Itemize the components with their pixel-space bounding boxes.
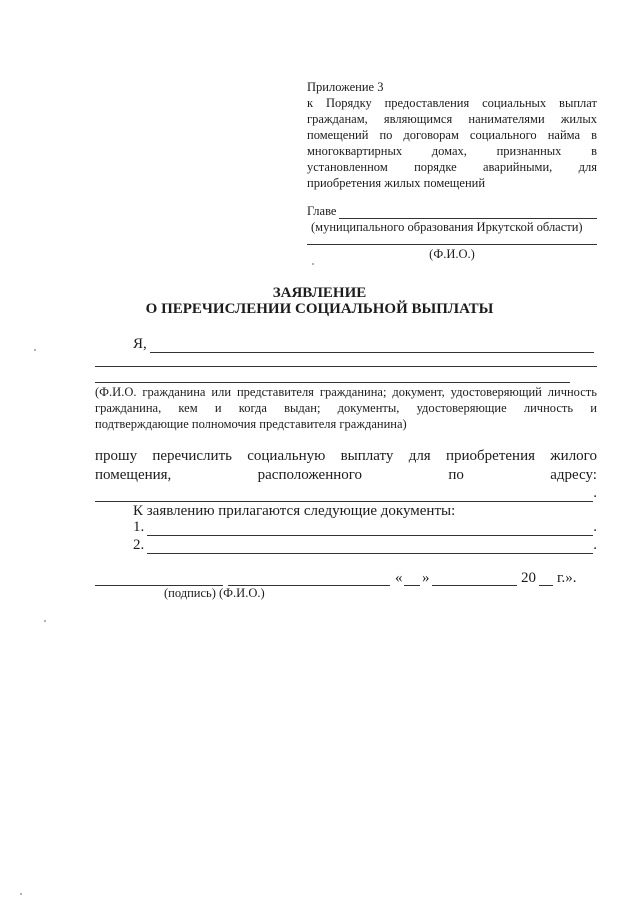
applicant-note xyxy=(95,384,597,432)
year-field[interactable] xyxy=(539,585,553,586)
appendix-word: для xyxy=(578,160,597,174)
scan-speck xyxy=(44,620,46,622)
date-close-quote: » xyxy=(422,570,430,586)
appendix-word: помещений xyxy=(307,128,369,142)
municipality-caption: (муниципального образования Иркутской области) xyxy=(311,220,583,234)
note-word: личность xyxy=(547,385,597,399)
applicant-details-line-2[interactable] xyxy=(95,382,570,383)
request-word: жилого xyxy=(550,448,597,464)
request-word: для xyxy=(408,448,431,464)
year-suffix: г.». xyxy=(557,570,577,586)
document-item-field[interactable] xyxy=(147,541,593,554)
addressee-block xyxy=(307,203,597,262)
applicant-note-last: подтверждающие полномочия представителя гражданина) xyxy=(95,417,407,431)
appendix-line xyxy=(307,159,597,175)
day-field[interactable] xyxy=(404,585,420,586)
head-fio-field[interactable] xyxy=(307,235,597,245)
note-word: когда xyxy=(238,401,267,415)
appendix-word: многоквартирных xyxy=(307,144,403,158)
month-field[interactable] xyxy=(432,585,517,586)
appendix-word: в xyxy=(591,128,597,142)
note-word: гражданина; xyxy=(319,385,387,399)
document-subtitle: О ПЕРЕЧИСЛЕНИИ СОЦИАЛЬНОЙ ВЫПЛАТЫ xyxy=(145,301,494,317)
document-item-end: . xyxy=(593,519,597,535)
head-name-field[interactable] xyxy=(339,206,597,219)
appendix-word: Порядку xyxy=(325,96,372,110)
request-word: перечислить xyxy=(152,448,232,464)
request-word: приобретения xyxy=(446,448,536,464)
appendix-word: найма xyxy=(547,128,581,142)
addressee-label: Главе xyxy=(307,204,337,218)
scan-speck xyxy=(34,349,36,351)
appendix-word: предоставления xyxy=(384,96,470,110)
year-prefix: 20 xyxy=(521,570,536,586)
appendix-word: домах, xyxy=(431,144,467,158)
scan-speck xyxy=(20,893,22,895)
appendix-word: социального xyxy=(469,128,537,142)
note-word: удостоверяющий xyxy=(450,385,542,399)
document-item xyxy=(133,537,597,554)
note-word: выдан; xyxy=(284,401,321,415)
note-word: гражданина xyxy=(142,385,206,399)
note-word: личность xyxy=(523,401,574,415)
note-word: представителя xyxy=(236,385,314,399)
note-word: удостоверяющие xyxy=(416,401,507,415)
documents-heading: К заявлению прилагаются следующие документы: xyxy=(133,503,456,519)
note-word: и xyxy=(214,401,222,415)
appendix-line xyxy=(307,111,597,127)
request-word: расположенного xyxy=(257,467,363,483)
appendix-word: являющимся xyxy=(383,112,453,126)
request-word: по xyxy=(448,467,464,483)
address-row xyxy=(95,485,597,502)
appendix-line xyxy=(307,127,597,143)
request-word: прошу xyxy=(95,448,138,464)
applicant-name-field[interactable] xyxy=(150,340,594,353)
document-item-number: 1. xyxy=(133,519,145,535)
applicant-prefix: Я, xyxy=(133,336,147,352)
note-word: документы, xyxy=(337,401,400,415)
request-word: помещения, xyxy=(95,467,172,483)
appendix-word: в xyxy=(591,144,597,158)
request-line-2 xyxy=(95,466,597,485)
request-line-1 xyxy=(95,447,597,466)
document-title: ЗАЯВЛЕНИЕ xyxy=(272,285,367,301)
appendix-word: по xyxy=(379,128,393,142)
appendix-word: к xyxy=(307,96,314,110)
appendix-word: порядке xyxy=(414,160,457,174)
document-item-end: . xyxy=(593,537,597,553)
address-field[interactable] xyxy=(95,489,593,502)
appendix-word: аварийными, xyxy=(483,160,553,174)
note-word: или xyxy=(211,385,232,399)
note-word: документ, xyxy=(392,385,445,399)
request-word: выплату xyxy=(340,448,394,464)
applicant-note-line xyxy=(95,400,597,416)
appendix-word: выплат xyxy=(559,96,597,110)
appendix-last-line: приобретения жилых помещений xyxy=(307,176,486,190)
appendix-word: нанимателями xyxy=(468,112,545,126)
applicant-note-line xyxy=(95,384,597,400)
date-open-quote: « xyxy=(395,570,403,586)
appendix-body xyxy=(307,95,597,175)
note-word: кем xyxy=(178,401,198,415)
head-fio-caption: (Ф.И.О.) xyxy=(429,247,475,261)
appendix-word: социальных xyxy=(482,96,547,110)
appendix-line xyxy=(307,95,597,111)
request-word: адресу: xyxy=(550,467,597,483)
request-text xyxy=(95,447,597,485)
appendix-word: жилых xyxy=(560,112,597,126)
note-word: (Ф.И.О. xyxy=(95,385,137,399)
document-item xyxy=(133,519,597,536)
scan-speck xyxy=(312,263,314,265)
appendix-title: Приложение 3 xyxy=(307,80,384,94)
appendix-word: установленном xyxy=(307,160,388,174)
appendix-line xyxy=(307,143,597,159)
applicant-details-line-1[interactable] xyxy=(95,366,597,367)
note-word: и xyxy=(590,401,597,415)
note-word: гражданина, xyxy=(95,401,162,415)
appendix-header xyxy=(307,79,597,191)
appendix-word: признанных xyxy=(496,144,562,158)
applicant-row xyxy=(133,336,594,353)
appendix-word: гражданам, xyxy=(307,112,368,126)
document-item-number: 2. xyxy=(133,537,145,553)
appendix-word: договорам xyxy=(403,128,459,142)
address-end: . xyxy=(593,485,597,501)
request-word: социальную xyxy=(247,448,326,464)
signature-caption: (подпись) (Ф.И.О.) xyxy=(164,586,265,600)
document-item-field[interactable] xyxy=(147,523,593,536)
